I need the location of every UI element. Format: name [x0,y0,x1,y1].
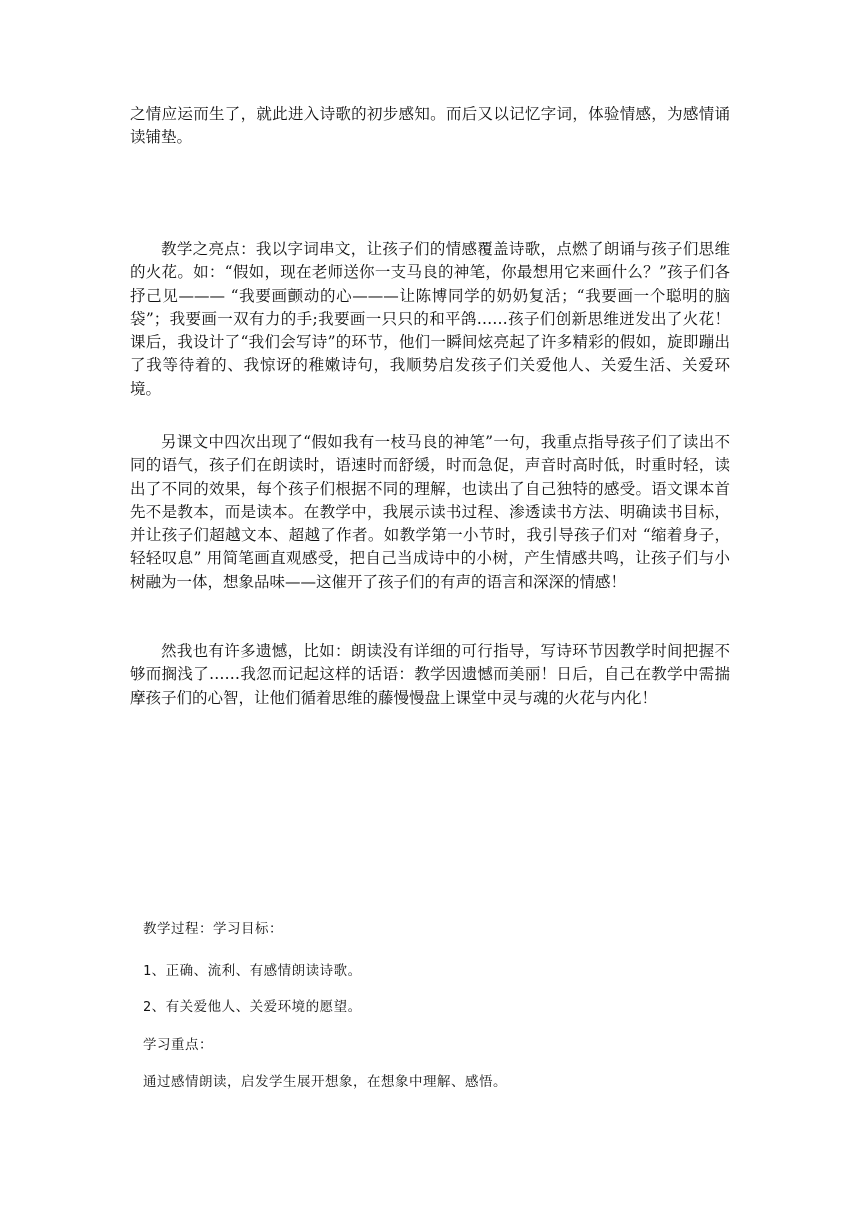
learning-focus-text: 通过感情朗读，启发学生展开想象，在想象中理解、感悟。 [143,1074,507,1090]
paragraph-reading-guidance: 另课文中四次出现了“假如我有一枝马良的神笔”一句，我重点指导孩子们了读出不同的语气，孩子们在朗读时，语速时而舒缓，时而急促，声音时高时低，时重时轻，读出了不同的效果，每个孩子们根据不同的理解，也读出了自己独特的感受。语文课本首先不是教本，而是读本。在教学中，我展示读书过程、渗透读书方法、明确读书目标，并让孩子们超越文本、超越了作者。如教学第一小节时，我引导孩子们对 “缩着身子，轻轻叹息” 用简笔画直观感受，把自己当成诗中的小树，产生情感共鸣，让孩子们与小树融为一体，想象品味——这催开了孩子们的有声的语言和深深的情感！ [130,433,730,591]
paragraph-highlights: 教学之亮点：我以字词串文，让孩子们的情感覆盖诗歌，点燃了朗诵与孩子们思维的火花。如：“假如，现在老师送你一支马良的神笔，你最想用它来画什么？”孩子们各抒己见——— “我要画颤动的心———让陈博同学的奶奶复活；“我要画一个聪明的脑袋”；我要画一双有力的手;我要画一只只的和平鸽……孩子们创新思维迸发出了火花！课后，我设计了“我们会写诗”的环节，他们一瞬间炫亮起了许多精彩的假如，旋即蹦出了我等待着的、我惊讶的稚嫩诗句，我顺势启发孩子们关爱他人、关爱生活、关爱环境。 [130,240,730,398]
learning-goal-1: 1、正确、流利、有感情朗读诗歌。 [143,963,362,979]
learning-goal-2: 2、有关爱他人、关爱环境的愿望。 [143,999,362,1015]
paragraph-intro-continuation: 之情应运而生了，就此进入诗歌的初步感知。而后又以记忆字词，体验情感，为感情诵读铺垫。 [130,105,730,147]
lesson-process-heading: 教学过程：学习目标： [143,921,283,937]
learning-focus-heading: 学习重点： [143,1037,213,1053]
paragraph-regrets: 然我也有许多遗憾，比如：朗读没有详细的可行指导，写诗环节因教学时间把握不够而搁浅了……我忽而记起这样的话语：教学因遗憾而美丽！日后，自己在教学中需揣摩孩子们的心智，让他们循着思维的藤慢慢盘上课堂中灵与魂的火花与内化！ [130,642,730,707]
